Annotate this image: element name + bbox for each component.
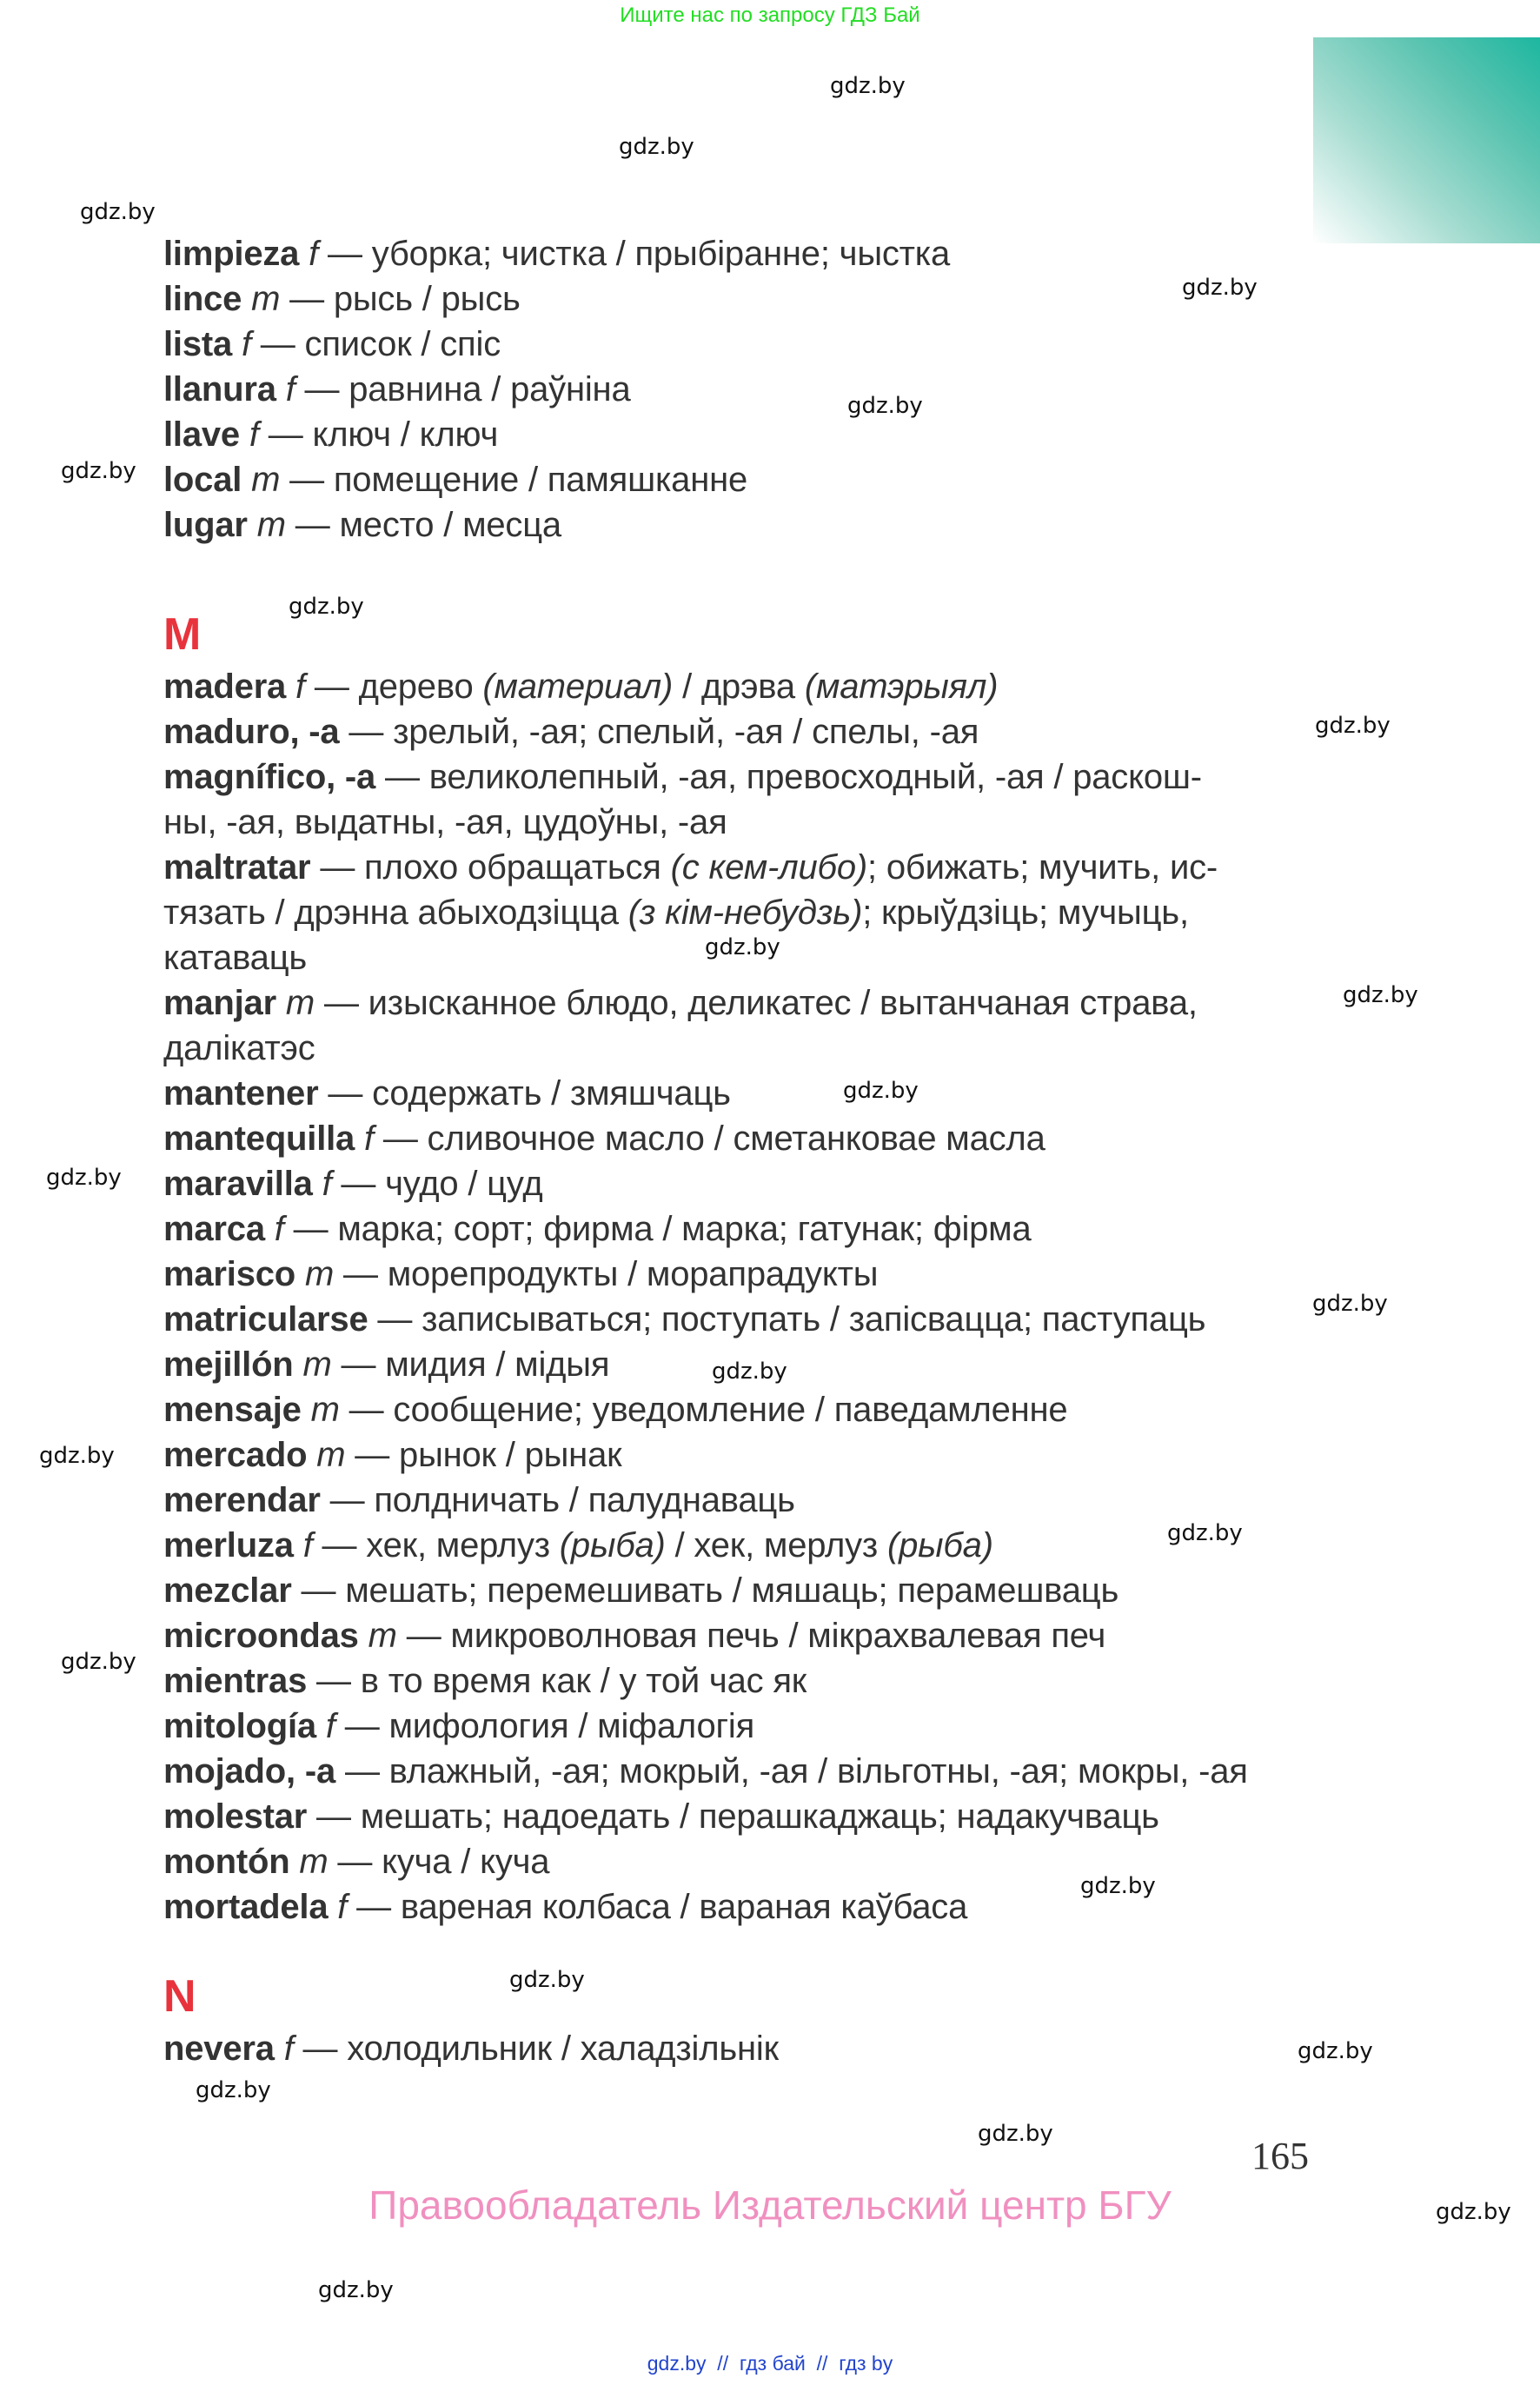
dictionary-entry <box>163 1613 1105 1658</box>
headword: marisco <box>163 1255 296 1293</box>
top-banner: Ищите нас по запросу ГДЗ Бай <box>620 3 920 27</box>
gender-marker: f <box>241 325 251 363</box>
headword: mensaje <box>163 1391 302 1429</box>
dictionary-entry <box>163 709 979 754</box>
gender-marker: m <box>304 1255 335 1293</box>
watermark-gdz: gdz.by <box>847 393 923 419</box>
gender-marker: f <box>309 235 319 273</box>
rights-holder-notice: Правообладатель Издательский центр БГУ <box>368 2182 1172 2228</box>
translation-text: — место / месца <box>285 506 561 544</box>
headword: lince <box>163 280 242 318</box>
watermark-gdz: gdz.by <box>1436 2199 1511 2225</box>
translation-text: — мешать; надоедать / перашкаджаць; надакучваць <box>307 1797 1159 1836</box>
watermark-gdz: gdz.by <box>46 1165 122 1191</box>
gender-marker: m <box>302 1345 332 1384</box>
dictionary-entry <box>163 980 1198 1026</box>
headword: maravilla <box>163 1165 313 1203</box>
dictionary-entry <box>163 502 561 548</box>
headword: mantequilla <box>163 1119 355 1158</box>
dictionary-entry <box>163 1568 1118 1613</box>
watermark-gdz: gdz.by <box>61 458 136 484</box>
headword: manjar <box>163 984 276 1022</box>
headword: mercado <box>163 1436 308 1474</box>
gender-marker: m <box>285 984 315 1022</box>
gender-marker: m <box>256 506 286 544</box>
translation-text: далікатэс <box>163 1029 315 1067</box>
translation-text: — содержать / змяшчаць <box>318 1074 731 1113</box>
headword: mientras <box>163 1662 308 1700</box>
translation-text: — изысканное блюдо, деликатес / вытанчаная страва, <box>315 984 1198 1022</box>
watermark-gdz: gdz.by <box>1080 1873 1156 1899</box>
translation-text: — влажный, -ая; мокрый, -ая / вільготны, -ая; мокры, -ая <box>335 1752 1248 1790</box>
dictionary-entry <box>163 2026 779 2071</box>
gender-marker: f <box>249 415 259 454</box>
dictionary-entry <box>163 1704 754 1749</box>
watermark-gdz: gdz.by <box>80 199 156 225</box>
gender-marker: f <box>302 1526 313 1565</box>
dictionary-entry <box>163 1252 878 1297</box>
headword: llave <box>163 415 240 454</box>
headword: merluza <box>163 1526 294 1565</box>
dictionary-entry <box>163 1161 543 1206</box>
usage-note: (з кім-небудзь) <box>627 894 863 932</box>
dictionary-entry <box>163 1206 1032 1252</box>
headword: maltratar <box>163 848 311 887</box>
translation-text: — рысь / рысь <box>280 280 521 318</box>
watermark-gdz: gdz.by <box>61 1649 136 1675</box>
translation-text: — чудо / цуд <box>331 1165 543 1203</box>
translation-text: — морепродукты / морапрадукты <box>334 1255 879 1293</box>
headword: limpieza <box>163 235 300 273</box>
dictionary-entry <box>163 1839 549 1884</box>
headword: molestar <box>163 1797 308 1836</box>
watermark-gdz: gdz.by <box>318 2277 394 2303</box>
headword: microondas <box>163 1617 359 1655</box>
watermark-gdz: gdz.by <box>705 934 780 960</box>
dictionary-entry <box>163 664 998 709</box>
headword: madera <box>163 668 287 706</box>
translation-text: — сообщение; уведомление / паведамленне <box>339 1391 1068 1429</box>
footer-links[interactable]: gdz.by // гдз бай // гдз by <box>647 2352 893 2375</box>
translation-text: — плохо обращаться <box>310 848 671 887</box>
dictionary-entry <box>163 1071 731 1116</box>
gender-marker: f <box>295 668 305 706</box>
watermark-gdz: gdz.by <box>1182 275 1258 301</box>
gender-marker: f <box>325 1707 335 1745</box>
dictionary-entry <box>163 754 1202 800</box>
translation-text: — рынок / рынак <box>345 1436 622 1474</box>
dictionary-entry <box>163 1342 609 1387</box>
watermark-gdz: gdz.by <box>712 1359 787 1385</box>
headword: marca <box>163 1210 265 1248</box>
gender-marker: f <box>283 2030 294 2068</box>
gender-marker: m <box>299 1843 329 1881</box>
gender-marker: f <box>364 1119 374 1158</box>
translation-text: — куча / куча <box>328 1843 550 1881</box>
headword: mantener <box>163 1074 319 1113</box>
gender-marker: f <box>322 1165 332 1203</box>
watermark-gdz: gdz.by <box>196 2077 271 2103</box>
translation-text: — мидия / мідыя <box>331 1345 610 1384</box>
watermark-gdz: gdz.by <box>289 594 364 620</box>
translation-text: — марка; сорт; фирма / марка; гатунак; фірма <box>283 1210 1032 1248</box>
headword: mortadela <box>163 1888 329 1926</box>
translation-text: — холодильник / халадзільнік <box>293 2030 779 2068</box>
translation-text: — мешать; перемешивать / мяшаць; перамешваць <box>291 1571 1119 1610</box>
watermark-gdz: gdz.by <box>619 134 694 160</box>
dictionary-entry <box>163 1794 1159 1839</box>
translation-text: / дрэва <box>673 668 805 706</box>
dictionary-entry <box>163 1432 621 1478</box>
dictionary-entry <box>163 276 521 322</box>
dictionary-entry-continuation <box>163 800 727 845</box>
headword: maduro, -a <box>163 713 340 751</box>
dictionary-entry <box>163 1884 967 1930</box>
corner-gradient-decoration <box>1313 37 1540 243</box>
watermark-gdz: gdz.by <box>1312 1291 1388 1317</box>
watermark-gdz: gdz.by <box>1315 713 1391 739</box>
translation-text: — дерево <box>304 668 483 706</box>
translation-text: — список / спіс <box>250 325 501 363</box>
gender-marker: m <box>310 1391 340 1429</box>
translation-text: — зрелый, -ая; спелый, -ая / спелы, -ая <box>339 713 979 751</box>
headword: nevera <box>163 2030 275 2068</box>
translation-text: — помещение / памяшканне <box>280 461 748 499</box>
watermark-gdz: gdz.by <box>843 1078 919 1104</box>
usage-note: (рыба) <box>559 1526 666 1565</box>
usage-note: (рыба) <box>886 1526 993 1565</box>
dictionary-entry <box>163 457 747 502</box>
translation-text: — хек, мерлуз <box>312 1526 560 1565</box>
headword: montón <box>163 1843 290 1881</box>
dictionary-entry <box>163 1478 795 1523</box>
translation-text: — в то время как / у той час як <box>307 1662 807 1700</box>
watermark-gdz: gdz.by <box>830 73 906 99</box>
watermark-gdz: gdz.by <box>1167 1520 1243 1546</box>
headword: lugar <box>163 506 248 544</box>
watermark-gdz: gdz.by <box>509 1967 585 1993</box>
translation-text: ; крыўдзіць; мучыць, <box>862 894 1189 932</box>
watermark-gdz: gdz.by <box>1343 982 1418 1008</box>
dictionary-entry <box>163 231 950 276</box>
usage-note: (матэрыял) <box>804 668 999 706</box>
headword: merendar <box>163 1481 321 1519</box>
translation-text: — вареная колбаса / вараная каўбаса <box>347 1888 968 1926</box>
dictionary-entry-continuation <box>163 890 1189 935</box>
usage-note: (материал) <box>482 668 674 706</box>
dictionary-entry <box>163 845 1218 890</box>
usage-note: (с кем-либо) <box>670 848 867 887</box>
dictionary-entry <box>163 367 631 412</box>
translation-text: — сливочное масло / сметанковае масла <box>373 1119 1045 1158</box>
dictionary-entry <box>163 1387 1067 1432</box>
headword: local <box>163 461 242 499</box>
translation-text: тязать / дрэнна абыходзіцца <box>163 894 628 932</box>
dictionary-entry-continuation <box>163 1026 315 1071</box>
gender-marker: f <box>337 1888 348 1926</box>
dictionary-entry <box>163 1116 1045 1161</box>
dictionary-entry-continuation <box>163 935 307 980</box>
translation-text: — равнина / раўніна <box>295 370 631 409</box>
dictionary-entry <box>163 1297 1205 1342</box>
dictionary-entry <box>163 322 501 367</box>
headword: magnífico, -a <box>163 758 376 796</box>
letter-heading-m: M <box>163 609 202 660</box>
translation-text: ны, -ая, выдатны, -ая, цудоўны, -ая <box>163 803 727 841</box>
watermark-gdz: gdz.by <box>1298 2038 1373 2064</box>
gender-marker: m <box>316 1436 346 1474</box>
translation-text: — великолепный, -ая, превосходный, -ая / раскош- <box>375 758 1202 796</box>
watermark-gdz: gdz.by <box>978 2121 1053 2147</box>
dictionary-entry <box>163 412 498 457</box>
watermark-gdz: gdz.by <box>39 1443 115 1469</box>
dictionary-entry <box>163 1523 993 1568</box>
gender-marker: f <box>274 1210 284 1248</box>
translation-text: / хек, мерлуз <box>665 1526 887 1565</box>
translation-text: — полдничать / палуднаваць <box>320 1481 795 1519</box>
headword: mitología <box>163 1707 316 1745</box>
translation-text: — мифология / міфалогія <box>335 1707 755 1745</box>
headword: mojado, -a <box>163 1752 336 1790</box>
translation-text: — микроволновая печь / мікрахвалевая печ <box>396 1617 1106 1655</box>
gender-marker: f <box>285 370 295 409</box>
page-number: 165 <box>1251 2135 1309 2177</box>
gender-marker: m <box>251 280 281 318</box>
translation-text: — ключ / ключ <box>258 415 499 454</box>
translation-text: ; обижать; мучить, ис- <box>867 848 1218 887</box>
translation-text: — уборка; чистка / прыбіранне; чыстка <box>318 235 951 273</box>
translation-text: катаваць <box>163 939 308 977</box>
headword: mezclar <box>163 1571 292 1610</box>
letter-heading-n: N <box>163 1971 196 2022</box>
gender-marker: m <box>368 1617 397 1655</box>
dictionary-entry <box>163 1749 1248 1794</box>
translation-text: — записываться; поступать / запісвацца; паступаць <box>368 1300 1206 1339</box>
headword: matricularse <box>163 1300 368 1339</box>
dictionary-entry <box>163 1658 807 1704</box>
headword: llanura <box>163 370 276 409</box>
headword: lista <box>163 325 233 363</box>
gender-marker: m <box>251 461 281 499</box>
headword: mejillón <box>163 1345 294 1384</box>
